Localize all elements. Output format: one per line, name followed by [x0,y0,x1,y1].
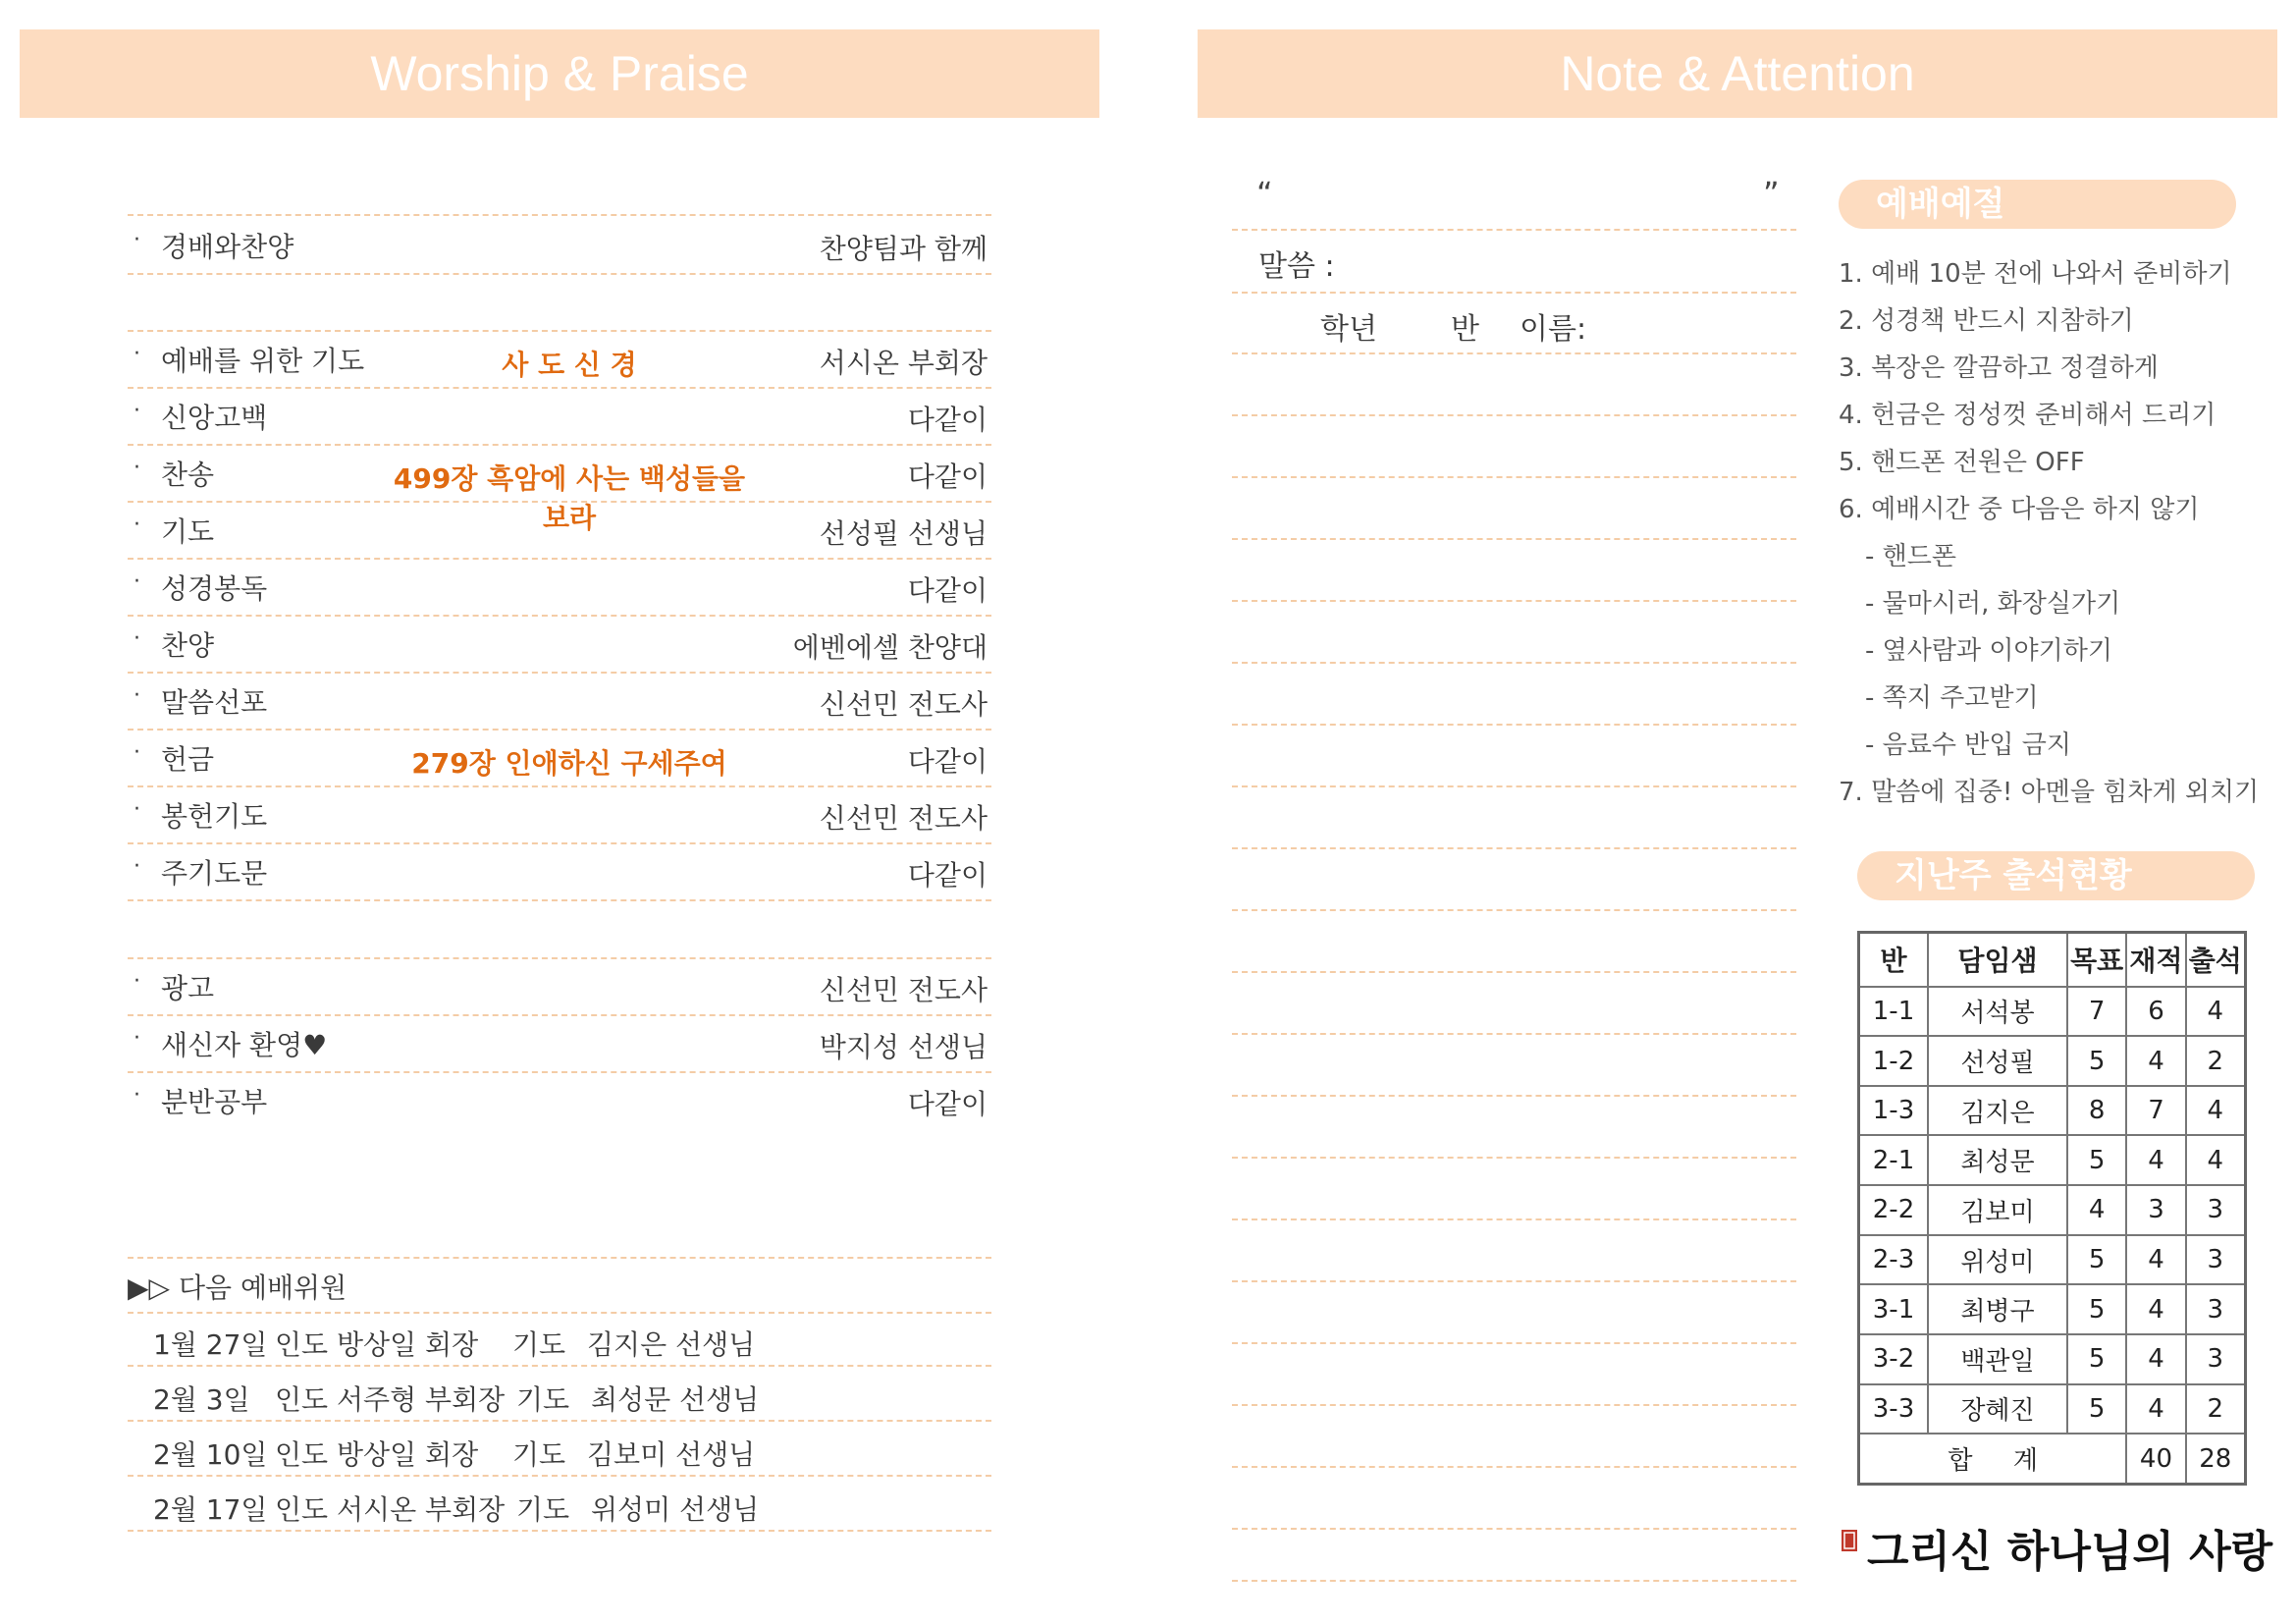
offering-hymn-highlight: 279장 인애하신 구세주여 [411,747,727,780]
committee-row [128,1422,991,1477]
service-item: 기도 [161,515,215,548]
service-row [128,330,991,389]
teacher-cell: 최병구 [1928,1284,2067,1334]
attendance-total-row [1859,1434,2246,1484]
rule-item: 7. 말씀에 집중! 아멘을 힘차게 외치기 [1839,778,2260,807]
service-leader: 다같이 [907,404,988,436]
attended-cell: 3 [2186,1235,2246,1285]
service-row [128,216,991,275]
goal-cell: 5 [2067,1036,2126,1086]
note-line [1232,971,1796,973]
note-line [1232,1157,1796,1159]
attendance-row [1859,1334,2246,1384]
rule-item: 1. 예배 10분 전에 나와서 준비하기 [1839,259,2232,289]
note-line [1232,476,1796,478]
enrolled-cell: 4 [2126,1334,2185,1384]
committee-row [128,1312,991,1367]
service-item: 분반공부 [161,1086,268,1118]
attended-cell: 3 [2186,1284,2246,1334]
attendance-row [1859,987,2246,1037]
service-row [128,729,991,787]
rule-subitem: - 물마시러, 화장실가기 [1865,589,2121,619]
rule-item: 3. 복장은 깔끔하고 정결하게 [1839,353,2159,383]
committee-row [128,1367,991,1422]
attendance-title: 지난주 출석현황 [1857,851,2255,900]
service-item: 새신자 환영♥ [161,1029,328,1061]
committee-pray-label: 기도 [512,1438,566,1471]
name-label: 이름: [1520,312,1587,347]
note-line [1232,847,1796,849]
divider [128,1257,991,1259]
sermon-label: 말씀 : [1258,249,1335,284]
attendance-row [1859,1036,2246,1086]
attendance-row [1859,1135,2246,1185]
class-cell: 1-3 [1859,1086,1929,1136]
class-cell: 2-2 [1859,1185,1929,1235]
teacher-cell: 최성문 [1928,1135,2067,1185]
service-leader: 찬양팀과 함께 [819,233,988,265]
service-item: 찬양 [161,629,215,662]
rule-item: 5. 핸드폰 전원은 OFF [1839,448,2085,477]
service-item: 봉헌기도 [161,800,268,833]
note-line [1232,1466,1796,1468]
calligraphy-logo [1838,1502,2273,1579]
committee-prayer: 김보미 선생님 [587,1438,756,1471]
note-line [1232,1528,1796,1530]
bullet: · [133,1026,140,1051]
note-line [1232,292,1796,294]
goal-cell: 5 [2067,1334,2126,1384]
committee-leader: 인도 서주형 부회장 [275,1383,506,1416]
committee-prayer: 위성미 선생님 [591,1493,760,1526]
note-line [1232,909,1796,911]
service-item: 경배와찬양 [161,231,294,263]
bullet: · [133,1083,140,1108]
note-line [1232,785,1796,787]
note-line [1232,1404,1796,1406]
attended-cell: 3 [2186,1185,2246,1235]
service-row [128,387,991,446]
attendance-table [1857,931,2247,1486]
note-line [1232,229,1796,231]
bullet: · [133,626,140,651]
note-line [1232,662,1796,664]
service-row [128,785,991,844]
teacher-cell: 선성필 [1928,1036,2067,1086]
attended-cell: 2 [2186,1384,2246,1435]
service-leader: 다같이 [907,574,988,607]
service-row [128,672,991,731]
service-item: 신앙고백 [161,402,268,434]
grade-label: 학년 [1320,312,1377,347]
header-teacher: 담임샘 [1928,933,2067,987]
committee-prayer: 김지은 선생님 [587,1328,756,1361]
bullet: · [133,399,140,423]
committee-leader: 인도 방상일 회장 [275,1438,479,1471]
bullet: · [133,740,140,765]
enrolled-cell: 4 [2126,1135,2185,1185]
header-enrolled: 재적 [2126,933,2185,987]
service-row [128,957,991,1016]
goal-cell: 5 [2067,1235,2126,1285]
attended-cell: 4 [2186,1135,2246,1185]
enrolled-cell: 4 [2126,1036,2185,1086]
header-class: 반 [1859,933,1929,987]
service-leader: 다같이 [907,1088,988,1120]
bullet: · [133,569,140,594]
service-leader: 에벤에셀 찬양대 [792,631,988,664]
rule-subitem: - 음료수 반입 금지 [1865,731,2071,760]
class-cell: 2-1 [1859,1135,1929,1185]
class-cell: 3-3 [1859,1384,1929,1435]
logo-text: 그리신 하나님의 사랑 [1867,1527,2273,1577]
teacher-cell: 김보미 [1928,1185,2067,1235]
committee-leader: 인도 방상일 회장 [275,1328,479,1361]
rule-subitem: - 쪽지 주고받기 [1865,683,2039,713]
attendance-row [1859,1235,2246,1285]
note-banner: Note & Attention [1198,29,2277,118]
service-item: 주기도문 [161,857,268,890]
note-line [1232,352,1796,354]
committee-date: 2월 3일 [153,1383,250,1416]
committee-pray-label: 기도 [516,1383,570,1416]
committee-prayer: 최성문 선생님 [591,1383,760,1416]
committee-date: 2월 10일 [153,1438,268,1471]
service-row [128,1014,991,1073]
rule-subitem: - 옆사람과 이야기하기 [1865,636,2112,666]
note-line [1232,1033,1796,1035]
service-leader: 다같이 [907,745,988,778]
goal-cell: 7 [2067,987,2126,1037]
service-row [128,558,991,617]
service-leader: 서시온 부회장 [819,347,988,379]
class-cell: 2-3 [1859,1235,1929,1285]
enrolled-cell: 4 [2126,1235,2185,1285]
service-leader: 박지성 선생님 [819,1031,988,1063]
teacher-cell: 김지은 [1928,1086,2067,1136]
service-leader: 다같이 [907,859,988,892]
note-line [1232,1095,1796,1097]
header-goal: 목표 [2067,933,2126,987]
rule-item: 2. 성경책 반드시 지참하기 [1839,306,2134,336]
enrolled-cell: 6 [2126,987,2185,1037]
creed-highlight: 사 도 신 경 [502,349,637,381]
teacher-cell: 백관일 [1928,1334,2067,1384]
next-committee-title: ▶▷ 다음 예배위원 [128,1272,347,1304]
etiquette-title: 예배예절 [1839,180,2236,229]
committee-row [128,1477,991,1532]
open-quote: “ [1256,175,1273,212]
bullet: · [133,456,140,480]
service-leader: 신선민 전도사 [819,974,988,1006]
rule-item: 6. 예배시간 중 다음은 하지 않기 [1839,495,2200,524]
teacher-cell: 서석봉 [1928,987,2067,1037]
note-line [1232,724,1796,726]
service-leader: 선성필 선생님 [819,517,988,550]
enrolled-cell: 4 [2126,1384,2185,1435]
close-quote: ” [1763,175,1780,212]
bullet: · [133,854,140,879]
service-item: 말씀선포 [161,686,268,719]
goal-cell: 8 [2067,1086,2126,1136]
bullet: · [133,969,140,994]
bullet: · [133,683,140,708]
note-line [1232,1218,1796,1220]
goal-cell: 5 [2067,1384,2126,1435]
service-item: 광고 [161,972,215,1004]
service-item: 예배를 위한 기도 [161,345,365,377]
attended-cell: 2 [2186,1036,2246,1086]
enrolled-cell: 7 [2126,1086,2185,1136]
class-cell: 3-2 [1859,1334,1929,1384]
rule-item: 4. 헌금은 정성껏 준비해서 드리기 [1839,401,2216,430]
attended-cell: 3 [2186,1334,2246,1384]
note-line [1232,1580,1796,1582]
attendance-row [1859,1284,2246,1334]
committee-leader: 인도 서시온 부회장 [275,1493,506,1526]
attendance-row [1859,1185,2246,1235]
note-line [1232,1342,1796,1344]
goal-cell: 4 [2067,1185,2126,1235]
teacher-cell: 위성미 [1928,1235,2067,1285]
bullet: · [133,513,140,537]
attended-cell: 4 [2186,987,2246,1037]
note-line [1232,538,1796,540]
total-attended: 28 [2186,1434,2246,1484]
service-item: 성경봉독 [161,572,268,605]
service-item: 찬송 [161,459,215,491]
service-row [128,615,991,674]
class-cell: 3-1 [1859,1284,1929,1334]
enrolled-cell: 4 [2126,1284,2185,1334]
worship-banner: Worship & Praise [20,29,1099,118]
service-leader: 신선민 전도사 [819,802,988,835]
class-label: 반 [1451,312,1479,347]
bullet: · [133,228,140,252]
rule-subitem: - 핸드폰 [1865,542,1956,571]
attendance-row [1859,1384,2246,1435]
bullet: · [133,797,140,822]
hymn-highlight: 499장 흑암에 사는 백성들을 보라 [393,462,746,534]
service-leader: 신선민 전도사 [819,688,988,721]
attendance-header-row [1859,933,2246,987]
committee-pray-label: 기도 [516,1493,570,1526]
header-attended: 출석 [2186,933,2246,987]
class-cell: 1-1 [1859,987,1929,1037]
enrolled-cell: 3 [2126,1185,2185,1235]
service-leader: 다같이 [907,460,988,493]
service-row [128,842,991,901]
service-row [128,1071,991,1128]
class-cell: 1-2 [1859,1036,1929,1086]
attendance-row [1859,1086,2246,1136]
goal-cell: 5 [2067,1135,2126,1185]
total-label: 합 계 [1859,1434,2127,1484]
service-row [128,501,991,560]
teacher-cell: 장혜진 [1928,1384,2067,1435]
attended-cell: 4 [2186,1086,2246,1136]
bullet: · [133,342,140,366]
committee-date: 2월 17일 [153,1493,268,1526]
committee-pray-label: 기도 [512,1328,566,1361]
note-line [1232,1280,1796,1282]
service-item: 헌금 [161,743,215,776]
note-line [1232,414,1796,416]
committee-date: 1월 27일 [153,1328,268,1361]
goal-cell: 5 [2067,1284,2126,1334]
note-line [1232,600,1796,602]
total-enrolled: 40 [2126,1434,2185,1484]
